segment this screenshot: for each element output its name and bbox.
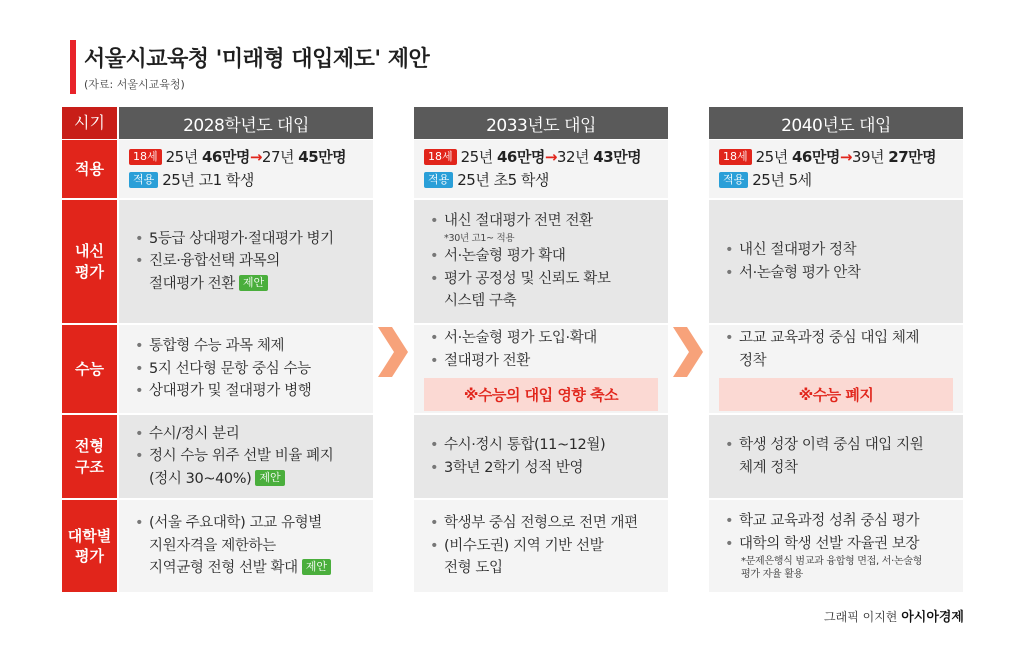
- age-badge: 18세: [719, 149, 752, 165]
- list-item: • 대학의 학생 선발 자율권 보장: [719, 533, 953, 555]
- year-start: 25년: [165, 147, 202, 166]
- row-label-naesin: 내신 평가: [62, 200, 117, 323]
- row-label-jeonhyeong: 전형 구조: [62, 415, 117, 498]
- credit: [824, 606, 964, 625]
- count-start: 46만명: [791, 147, 840, 166]
- item-text: 절대평가 전환: [149, 275, 235, 292]
- list-item: • 서·논술형 평가 안착: [719, 262, 953, 284]
- list-item: • 평가 공정성 및 신뢰도 확보: [424, 268, 658, 290]
- list-item: • 5지 선다형 문항 중심 수능: [129, 358, 363, 380]
- suneung-cell-2028: [119, 325, 373, 413]
- arrow-right-icon: [673, 327, 703, 377]
- year-start: 25년: [755, 147, 792, 166]
- age-line: [129, 146, 363, 169]
- list-item-continued: 시스템 구축: [444, 293, 517, 310]
- proposal-badge: 제안: [255, 470, 284, 486]
- list-item: • 진로·융합선택 과목의: [129, 250, 363, 272]
- list-item: • 서·논술형 평가 도입·확대: [424, 327, 658, 349]
- highlight-note: ※수능 폐지: [719, 378, 953, 411]
- footnote: *문제은행식 범교과 융합형 면접, 서·논술형: [741, 555, 923, 567]
- apply-badge: 적용: [719, 172, 748, 188]
- age-line: [719, 146, 953, 169]
- list-item: • 내신 절대평가 정착: [719, 239, 953, 261]
- target-text: 25년 고1 학생: [162, 171, 254, 189]
- target-line: [129, 169, 363, 192]
- target-line: [424, 169, 658, 192]
- arrow-icon: →: [839, 147, 852, 166]
- list-item-continued: 지원자격을 제한하는: [149, 537, 276, 554]
- arrow-icon: →: [544, 147, 557, 166]
- title-accent-bar: [70, 40, 76, 94]
- item-text: (정시 30~40%): [149, 470, 252, 487]
- naesin-cell-2033: [414, 200, 668, 323]
- apply-cell-2040: [709, 140, 963, 198]
- suneung-cell-2040: [709, 325, 963, 413]
- arrow-icon: →: [249, 147, 262, 166]
- list-item-continued: [129, 468, 363, 490]
- list-item-continued: [129, 557, 363, 579]
- proposal-badge: 제안: [239, 275, 268, 291]
- age-badge: 18세: [129, 149, 162, 165]
- year-end: 39년: [851, 147, 889, 166]
- suneung-cell-2033: [414, 325, 668, 413]
- count-end: 45만명: [298, 147, 347, 166]
- list-item-continued: 체계 정착: [739, 459, 798, 476]
- arrow-right-icon: [378, 327, 408, 377]
- list-item: • 내신 절대평가 전면 전환: [424, 210, 658, 232]
- list-item: • 정시 수능 위주 선발 비율 폐지: [129, 445, 363, 467]
- page-title: 서울시교육청 '미래형 대입제도' 제안: [84, 47, 430, 72]
- list-item: • 3학년 2학기 성적 반영: [424, 457, 658, 479]
- univ-cell-2040: [709, 500, 963, 592]
- count-end: 27만명: [888, 147, 937, 166]
- column-header-2040: 2040년도 대입: [709, 107, 963, 139]
- target-text: 25년 5세: [752, 171, 812, 189]
- target-text: 25년 초5 학생: [457, 171, 549, 189]
- list-item: • 고교 교육과정 중심 대입 체제: [719, 327, 953, 349]
- year-start: 25년: [460, 147, 497, 166]
- list-item: • 학생 성장 이력 중심 대입 지원: [719, 434, 953, 456]
- footnote: *30년 고1~ 적용: [444, 232, 515, 244]
- list-item: • 학생부 중심 전형으로 전면 개편: [424, 512, 658, 534]
- list-item: • 수시/정시 분리: [129, 423, 363, 445]
- age-line: [424, 146, 658, 169]
- row-label-apply: 적용: [62, 140, 117, 198]
- count-start: 46만명: [201, 147, 250, 166]
- highlight-note: ※수능의 대입 영향 축소: [424, 378, 658, 411]
- apply-cell-2033: [414, 140, 668, 198]
- list-item-continued: 정착: [739, 352, 767, 369]
- list-item: • (비수도권) 지역 기반 선발: [424, 535, 658, 557]
- jeonhyeong-cell-2028: [119, 415, 373, 498]
- footnote: 평가 자율 활용: [741, 569, 803, 581]
- list-item-continued: [129, 273, 363, 295]
- row-label-suneung: 수능: [62, 325, 117, 413]
- univ-cell-2033: [414, 500, 668, 592]
- year-end: 27년: [261, 147, 299, 166]
- list-item: • 5등급 상대평가·절대평가 병기: [129, 228, 363, 250]
- apply-badge: 적용: [424, 172, 453, 188]
- list-item: • (서울 주요대학) 고교 유형별: [129, 512, 363, 534]
- credit-text: 그래픽 이지현: [824, 610, 902, 624]
- brand-logo: 아시아경제: [901, 610, 964, 625]
- list-item: • 통합형 수능 과목 체제: [129, 335, 363, 357]
- apply-cell-2028: [119, 140, 373, 198]
- column-header-2028: 2028학년도 대입: [119, 107, 373, 139]
- row-label-univ: 대학별 평가: [62, 500, 117, 592]
- item-text: 지역균형 전형 선발 확대: [149, 560, 298, 577]
- proposal-badge: 제안: [302, 559, 331, 575]
- list-item: • 수시·정시 통합(11~12월): [424, 434, 658, 456]
- age-badge: 18세: [424, 149, 457, 165]
- source-note: (자료: 서울시교육청): [84, 78, 185, 91]
- apply-badge: 적용: [129, 172, 158, 188]
- count-end: 43만명: [593, 147, 642, 166]
- list-item: • 절대평가 전환: [424, 350, 658, 372]
- list-item-continued: 전형 도입: [444, 560, 503, 577]
- jeonhyeong-cell-2040: [709, 415, 963, 498]
- naesin-cell-2028: [119, 200, 373, 323]
- jeonhyeong-cell-2033: [414, 415, 668, 498]
- count-start: 46만명: [496, 147, 545, 166]
- list-item: • 학교 교육과정 성취 중심 평가: [719, 510, 953, 532]
- list-item: • 서·논술형 평가 확대: [424, 245, 658, 267]
- target-line: [719, 169, 953, 192]
- year-end: 32년: [556, 147, 594, 166]
- column-header-2033: 2033년도 대입: [414, 107, 668, 139]
- header-label: 시기: [62, 107, 117, 139]
- univ-cell-2028: [119, 500, 373, 592]
- naesin-cell-2040: [709, 200, 963, 323]
- list-item: • 상대평가 및 절대평가 병행: [129, 380, 363, 402]
